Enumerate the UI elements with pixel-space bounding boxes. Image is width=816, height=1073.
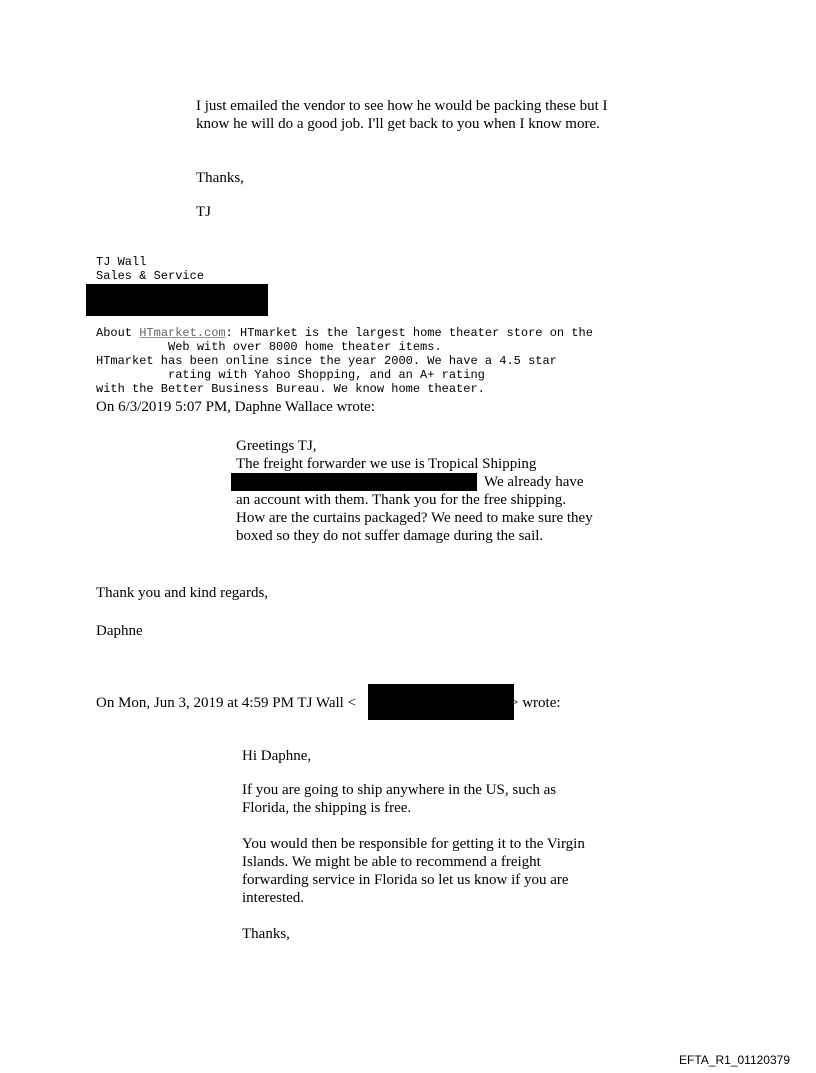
tj-paragraph-1: If you are going to ship anywhere in the US, such as Florida, the shipping is free. — [242, 782, 557, 816]
daphne-name: Daphne — [96, 623, 143, 639]
daphne-closing: Thank you and kind regards, — [96, 585, 269, 601]
tj-greeting: Hi Daphne, — [242, 748, 312, 764]
signature-name: TJ Wall — [96, 255, 147, 269]
daphne-line-2: We already have — [484, 474, 584, 490]
about-line-2: Web with over 8000 home theater items. — [96, 340, 442, 354]
daphne-line-1: The freight forwarder we use is Tropical Shipping — [236, 456, 537, 472]
about-prefix: About — [96, 326, 140, 340]
about-line-1-text: : HTmarket is the largest home theater store on the — [225, 326, 593, 340]
daphne-greeting: Greetings TJ, — [236, 438, 317, 454]
about-line-4: rating with Yahoo Shopping, and an A+ rating — [96, 368, 485, 382]
daphne-email-header: On 6/3/2019 5:07 PM, Daphne Wallace wrote: — [96, 399, 375, 415]
tj-header-prefix: On Mon, Jun 3, 2019 at 4:59 PM TJ Wall < — [96, 695, 357, 711]
reply-thanks: Thanks, — [196, 170, 244, 186]
reply-initials: TJ — [196, 204, 211, 220]
about-line-5: with the Better Business Bureau. We know home theater. — [96, 382, 485, 396]
daphne-body: an account with them. Thank you for the free shipping. How are the curtains packaged? We need to make sure they boxed so they do not suffer damage during the sail. — [236, 492, 593, 544]
redaction-box — [231, 473, 477, 491]
redaction-box — [86, 284, 268, 316]
tj-thanks: Thanks, — [242, 926, 290, 942]
redaction-box — [368, 684, 514, 720]
tj-header-suffix: > wrote: — [510, 695, 561, 711]
tj-paragraph-2: You would then be responsible for getting it to the Virgin Islands. We might be able to recommend a freight forwarding service in Florida so let us know if you are interested. — [242, 836, 585, 906]
about-line-1 — [96, 326, 593, 340]
signature-title: Sales & Service — [96, 269, 205, 283]
about-line-3: HTmarket has been online since the year 2000. We have a 4.5 star — [96, 354, 557, 368]
document-id: EFTA_R1_01120379 — [679, 1053, 790, 1067]
htmarket-link[interactable]: HTmarket.com — [139, 326, 226, 340]
reply-paragraph: I just emailed the vendor to see how he would be packing these but I know he will do a good job. I'll get back to you when I know more. — [196, 98, 608, 132]
